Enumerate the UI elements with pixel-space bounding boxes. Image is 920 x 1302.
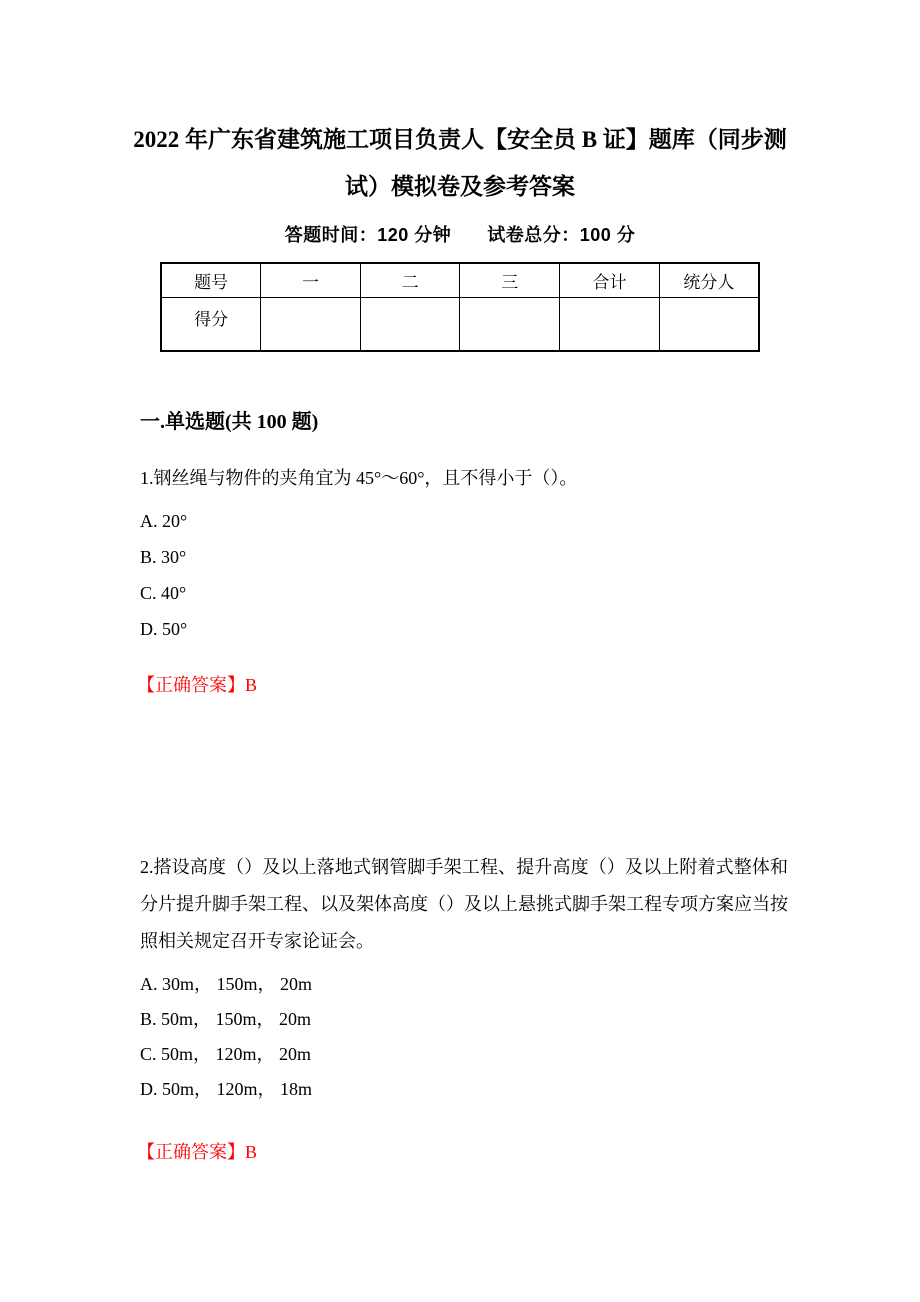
question-1-text: 1.钢丝绳与物件的夹角宜为 45°～60°，且不得小于（）。	[140, 468, 578, 488]
question-1-option-b: B. 30°	[140, 547, 187, 567]
score-table-header-part2: 二	[360, 263, 460, 298]
score-table-score-row	[161, 298, 759, 352]
score-cell-empty-5	[659, 298, 759, 352]
question-1-option-d: D. 50°	[140, 619, 188, 639]
score-table-header-scorer: 统分人	[659, 263, 759, 298]
question-2-option-d: D. 50m， 120m， 18m	[140, 1079, 313, 1099]
answer-value: B	[245, 675, 258, 695]
question-1-option-c: C. 40°	[140, 583, 187, 603]
exam-total-label: 试卷总分：100 分	[487, 225, 636, 245]
score-cell-empty-2	[360, 298, 460, 352]
question-2-option-c: C. 50m， 120m， 20m	[140, 1044, 312, 1064]
score-cell-empty-3	[460, 298, 560, 352]
score-table-header-part1: 一	[261, 263, 361, 298]
question-1-answer	[137, 673, 788, 697]
score-cell-empty-1	[261, 298, 361, 352]
score-table-header-part3: 三	[460, 263, 560, 298]
answer-label: 【正确答案】	[137, 675, 245, 695]
score-table-header-question-no: 题号	[161, 263, 261, 298]
question-1-option-a: A. 20°	[140, 511, 188, 531]
question-1	[137, 460, 788, 697]
question-2-answer	[137, 1140, 788, 1164]
question-1-options	[140, 510, 788, 640]
answer-value: B	[245, 1142, 258, 1162]
document-title	[0, 0, 920, 210]
exam-time-label: 答题时间：120 分钟	[284, 225, 452, 245]
answer-label: 【正确答案】	[137, 1142, 245, 1162]
exam-info-line	[0, 221, 920, 247]
question-2-option-a: A. 30m， 150m， 20m	[140, 974, 313, 994]
score-cell-empty-4	[560, 298, 660, 352]
score-table	[160, 262, 760, 352]
question-2-option-b: B. 50m， 150m， 20m	[140, 1009, 312, 1029]
question-2	[137, 849, 788, 1164]
question-2-options	[140, 973, 788, 1100]
section-heading-single-choice: 一.单选题(共 100 题)	[140, 411, 319, 433]
question-2-text: 2.搭设高度（）及以上落地式钢管脚手架工程、提升高度（）及以上附着式整体和分片提升脚手架工程、以及架体高度（）及以上悬挑式脚手架工程专项方案应当按照相关规定召开专家论证会。	[140, 857, 788, 951]
score-row-label: 得分	[161, 298, 261, 352]
document-title-line2: 试）模拟卷及参考答案	[345, 174, 575, 199]
document-title-line1: 2022 年广东省建筑施工项目负责人【安全员 B 证】题库（同步测	[133, 127, 787, 152]
score-table-header-total: 合计	[560, 263, 660, 298]
score-table-header-row	[161, 263, 759, 298]
